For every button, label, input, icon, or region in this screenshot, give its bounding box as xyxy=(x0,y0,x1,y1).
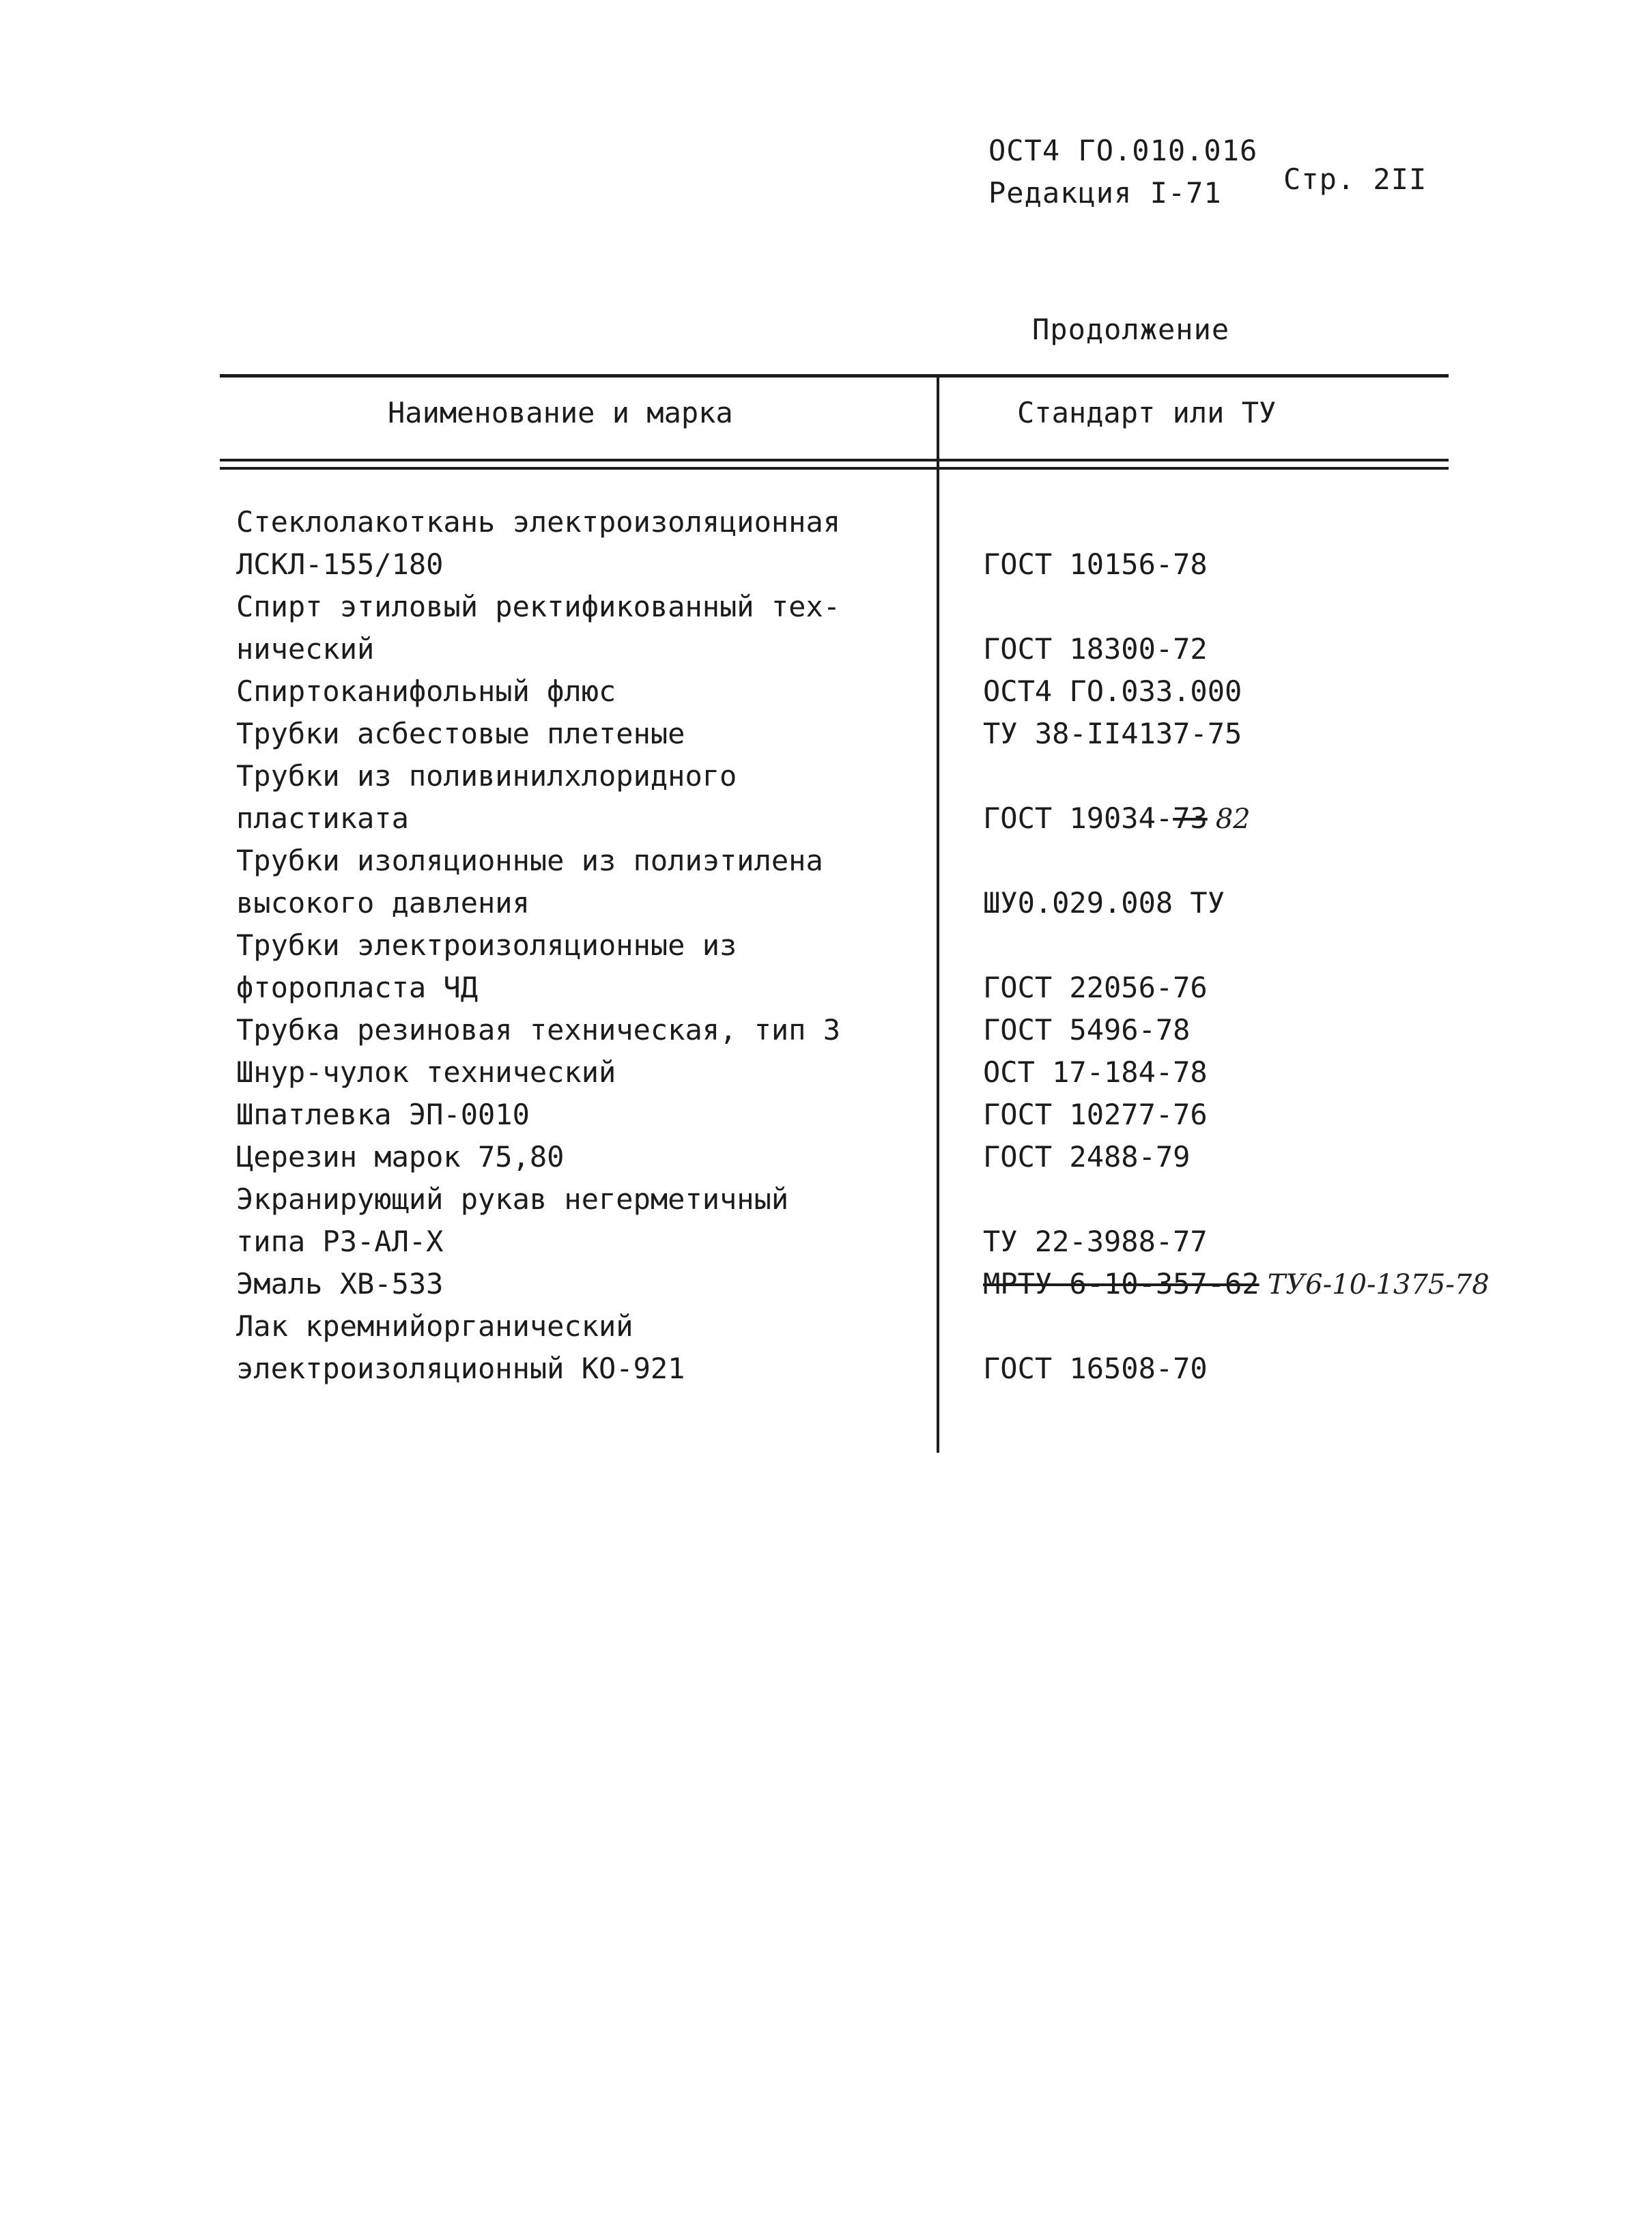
page-number: Стр. 2II xyxy=(1283,162,1427,196)
table-row xyxy=(0,505,1652,548)
material-name: Спирт этиловый ректификованный тех- xyxy=(236,590,841,623)
standard-code: ШУ0.029.008 ТУ xyxy=(983,886,1225,920)
table-row xyxy=(0,1055,1652,1098)
standard-cell xyxy=(983,1098,1208,1131)
standard-code: ГОСТ 18300-72 xyxy=(983,632,1208,666)
table-row xyxy=(0,801,1652,844)
standard-cell xyxy=(983,1013,1190,1047)
header-rule-lower xyxy=(220,467,1449,470)
material-name: Трубка резиновая техническая, тип 3 xyxy=(236,1013,841,1047)
header-rule-upper xyxy=(220,459,1449,461)
material-name: нический xyxy=(236,632,375,666)
handwritten-correction: 82 xyxy=(1215,804,1251,835)
material-name: Шпатлевка ЭП-0010 xyxy=(236,1098,530,1131)
standard-cell xyxy=(983,632,1208,666)
material-name: высокого давления xyxy=(236,886,530,920)
material-name: Экранирующий рукав негерметичный xyxy=(236,1182,789,1216)
standard-cell xyxy=(983,801,1251,835)
column-header-name: Наименование и марка xyxy=(388,396,733,429)
document-code: ОСТ4 ГО.010.016 xyxy=(988,134,1258,167)
table-row xyxy=(0,928,1652,971)
standard-code: ТУ 22-3988-77 xyxy=(983,1225,1208,1258)
standard-cell xyxy=(983,1140,1190,1174)
standard-cell xyxy=(983,971,1208,1004)
table-row xyxy=(0,1182,1652,1225)
table-body xyxy=(0,505,1652,1394)
standard-cell xyxy=(983,1352,1208,1385)
table-row xyxy=(0,1013,1652,1055)
table-row xyxy=(0,971,1652,1013)
struck-standard-code: 73 xyxy=(1173,801,1208,835)
material-name: Спиртоканифольный флюс xyxy=(236,674,616,708)
table-row xyxy=(0,1140,1652,1182)
document-edition: Редакция I-71 xyxy=(988,176,1222,210)
standard-cell xyxy=(983,717,1242,750)
standard-code: ГОСТ 10156-78 xyxy=(983,548,1208,581)
material-name: Эмаль ХВ-533 xyxy=(236,1267,444,1300)
standard-cell xyxy=(983,674,1242,708)
table-row xyxy=(0,632,1652,674)
column-header-standard: Стандарт или ТУ xyxy=(1017,396,1277,429)
standard-cell xyxy=(983,548,1208,581)
material-name: Трубки из поливинилхлоридного xyxy=(236,759,737,793)
standard-cell xyxy=(983,1225,1208,1258)
standard-code: ГОСТ 2488-79 xyxy=(983,1140,1191,1174)
table-row xyxy=(0,590,1652,632)
standard-code: ГОСТ 19034- xyxy=(983,801,1173,835)
standard-cell xyxy=(983,1267,1490,1300)
table-row xyxy=(0,1098,1652,1140)
table-row xyxy=(0,759,1652,801)
table-row xyxy=(0,674,1652,717)
table-top-rule xyxy=(220,374,1449,378)
table-row xyxy=(0,548,1652,590)
material-name: Трубки электроизоляционные из xyxy=(236,928,737,962)
standard-code: ГОСТ 5496-78 xyxy=(983,1013,1191,1047)
standard-code: ГОСТ 22056-76 xyxy=(983,971,1208,1004)
continuation-label: Продолжение xyxy=(1032,313,1230,346)
material-name: Лак кремнийорганический xyxy=(236,1309,633,1343)
table-row xyxy=(0,1309,1652,1352)
table-row xyxy=(0,1267,1652,1309)
table-row xyxy=(0,1225,1652,1267)
standard-cell xyxy=(983,1055,1208,1089)
standard-code: ТУ 38-II4137-75 xyxy=(983,717,1242,750)
material-name: фторопласта ЧД xyxy=(236,971,479,1004)
material-name: электроизоляционный КО-921 xyxy=(236,1352,685,1385)
material-name: Трубки изоляционные из полиэтилена xyxy=(236,844,823,877)
table-row xyxy=(0,717,1652,759)
table-row xyxy=(0,886,1652,928)
material-name: Церезин марок 75,80 xyxy=(236,1140,565,1174)
material-name: пластиката xyxy=(236,801,409,835)
standard-code: ГОСТ 10277-76 xyxy=(983,1098,1208,1131)
table-row xyxy=(0,1352,1652,1394)
material-name: Шнур-чулок технический xyxy=(236,1055,616,1089)
material-name: Трубки асбестовые плетеные xyxy=(236,717,685,750)
handwritten-correction: ТУ6-10-1375-78 xyxy=(1267,1269,1490,1300)
material-name: типа РЗ-АЛ-Х xyxy=(236,1225,444,1258)
standard-code: ОСТ 17-184-78 xyxy=(983,1055,1208,1089)
standard-code: ОСТ4 ГО.033.000 xyxy=(983,674,1242,708)
table-row xyxy=(0,844,1652,886)
material-name: Стеклолакоткань электроизоляционная xyxy=(236,505,841,539)
material-name: ЛСКЛ-155/180 xyxy=(236,548,444,581)
struck-standard-code: МРТУ 6-10-357-62 xyxy=(983,1267,1259,1300)
standard-cell xyxy=(983,886,1225,920)
standard-code: ГОСТ 16508-70 xyxy=(983,1352,1208,1385)
